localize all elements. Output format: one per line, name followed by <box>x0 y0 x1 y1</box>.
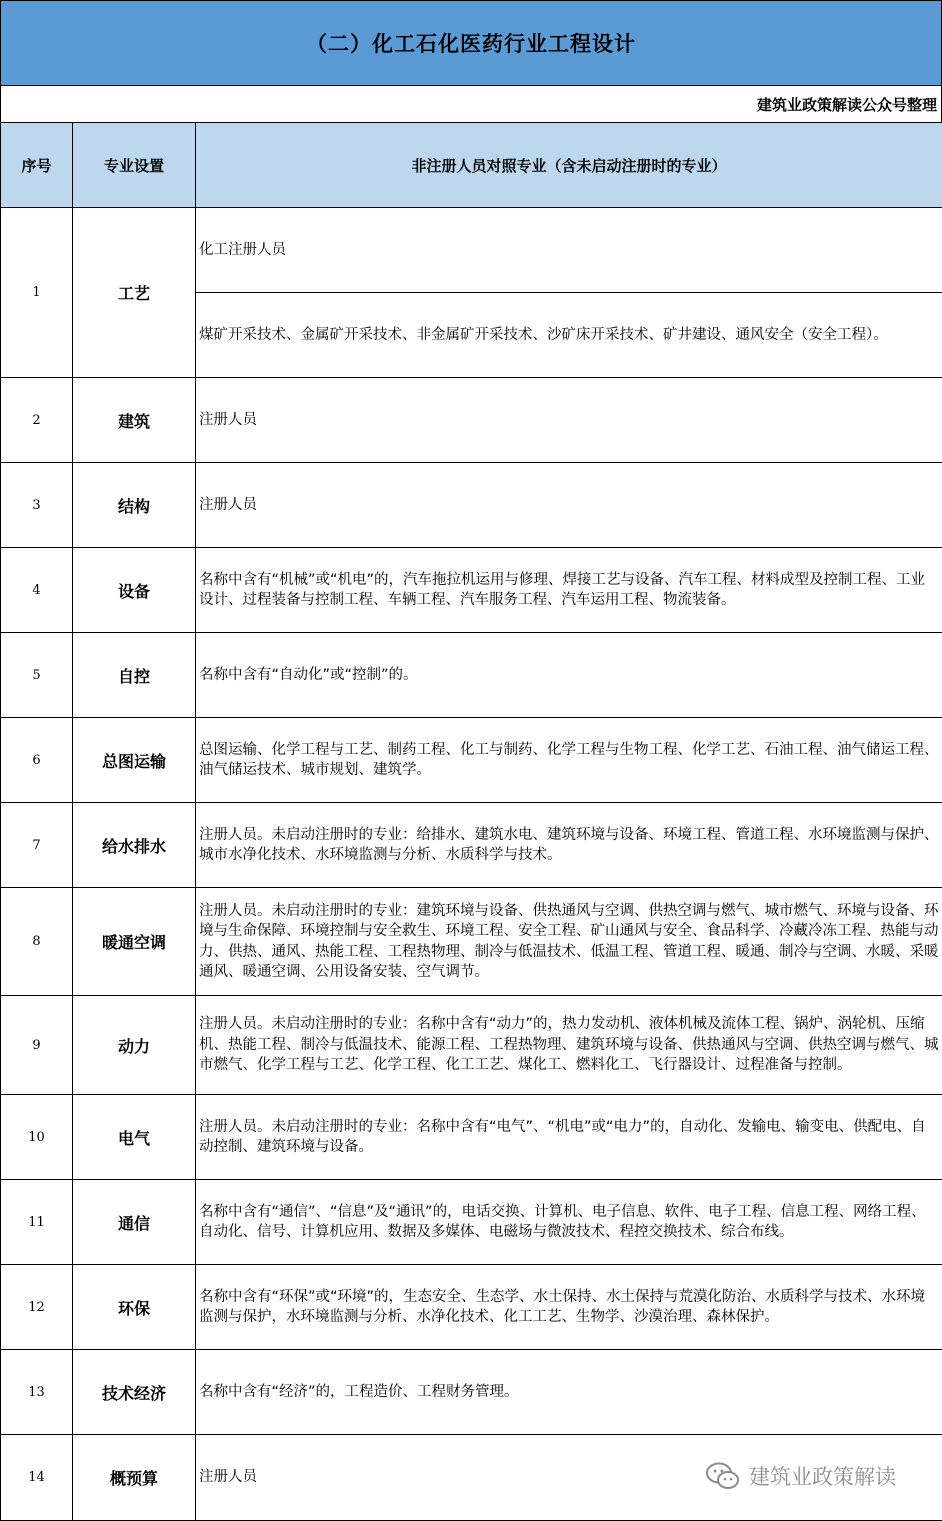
table-row <box>1 996 942 1095</box>
row-major: 通信 <box>73 1180 196 1265</box>
row-major: 技术经济 <box>73 1350 196 1435</box>
major-table <box>0 122 942 1521</box>
row-seq: 12 <box>1 1265 73 1350</box>
row-desc: 注册人员。未启动注册时的专业：名称中含有“动力”的，热力发动机、液体机械及流体工程、锅炉、涡轮机、压缩机、热能工程、制冷与低温技术、能源工程、工程热物理、建筑环境与设备、供热通风与空调、供热空调与燃气、城市燃气、化学工程与工艺、化学工程、化工工艺、煤化工、燃料化工、飞行器设计、过程准备与控制。 <box>196 996 942 1095</box>
row-major: 自控 <box>73 633 196 718</box>
row-seq: 10 <box>1 1095 73 1180</box>
table-row <box>1 378 942 463</box>
row-seq: 7 <box>1 803 73 888</box>
row-desc: 名称中含有“经济”的，工程造价、工程财务管理。 <box>196 1350 942 1435</box>
row-major: 结构 <box>73 463 196 548</box>
row-major: 动力 <box>73 996 196 1095</box>
row-desc: 煤矿开采技术、金属矿开采技术、非金属矿开采技术、沙矿床开采技术、矿井建设、通风安全（安全工程）。 <box>196 293 942 378</box>
table-row <box>1 1265 942 1350</box>
row-desc: 名称中含有“机械”或“机电”的，汽车拖拉机运用与修理、焊接工艺与设备、汽车工程、材料成型及控制工程、工业设计、过程装备与控制工程、车辆工程、汽车服务工程、汽车运用工程、物流装备。 <box>196 548 942 633</box>
header-major: 专业设置 <box>73 123 196 208</box>
row-seq: 13 <box>1 1350 73 1435</box>
row-seq: 2 <box>1 378 73 463</box>
table-row <box>1 1350 942 1435</box>
row-major: 电气 <box>73 1095 196 1180</box>
header-seq: 序号 <box>1 123 73 208</box>
table-row <box>1 548 942 633</box>
row-desc: 注册人员 <box>196 378 942 463</box>
row-desc: 注册人员 <box>196 463 942 548</box>
table-row <box>1 633 942 718</box>
row-major: 总图运输 <box>73 718 196 803</box>
table-row <box>1 1095 942 1180</box>
row-desc: 注册人员 <box>196 1435 942 1521</box>
watermark-text: 建筑业政策解读 <box>749 1461 896 1491</box>
row-major: 设备 <box>73 548 196 633</box>
row-seq: 14 <box>1 1435 73 1521</box>
row-desc: 名称中含有“自动化”或“控制”的。 <box>196 633 942 718</box>
row-desc: 总图运输、化学工程与工艺、制药工程、化工与制药、化学工程与生物工程、化学工艺、石油工程、油气储运工程、油气储运技术、城市规划、建筑学。 <box>196 718 942 803</box>
row-seq: 5 <box>1 633 73 718</box>
row-seq: 3 <box>1 463 73 548</box>
row-seq: 8 <box>1 888 73 996</box>
row-seq: 4 <box>1 548 73 633</box>
row-major: 给水排水 <box>73 803 196 888</box>
row-desc: 化工注册人员 <box>196 208 942 293</box>
source-note: 建筑业政策解读公众号整理 <box>0 86 942 122</box>
table-row <box>1 888 942 996</box>
table-row <box>1 718 942 803</box>
row-desc: 名称中含有“通信”、“信息”及“通讯”的，电话交换、计算机、电子信息、软件、电子工程、信息工程、网络工程、自动化、信号、计算机应用、数据及多媒体、电磁场与微波技术、程控交换技术、综合布线。 <box>196 1180 942 1265</box>
row-desc: 注册人员。未启动注册时的专业：给排水、建筑水电、建筑环境与设备、环境工程、管道工程、水环境监测与保护、城市水净化技术、水环境监测与分析、水质科学与技术。 <box>196 803 942 888</box>
table-row <box>1 463 942 548</box>
row-major: 工艺 <box>73 208 196 378</box>
row-major: 环保 <box>73 1265 196 1350</box>
page-title: （二）化工石化医药行业工程设计 <box>0 0 942 86</box>
row-major: 概预算 <box>73 1435 196 1521</box>
header-desc: 非注册人员对照专业（含未启动注册时的专业） <box>196 123 942 208</box>
row-seq: 11 <box>1 1180 73 1265</box>
table-row <box>1 803 942 888</box>
header-row <box>1 123 942 208</box>
row-desc: 名称中含有“环保”或“环境”的，生态安全、生态学、水土保持、水土保持与荒漠化防治、水质科学与技术、水环境监测与保护，水环境监测与分析、水净化技术、化工工艺、生物学、沙漠治理、森林保护。 <box>196 1265 942 1350</box>
row-seq: 1 <box>1 208 73 378</box>
table-row <box>1 1180 942 1265</box>
row-desc: 注册人员。未启动注册时的专业：建筑环境与设备、供热通风与空调、供热空调与燃气、城市燃气、环境与设备、环境与生命保障、环境控制与安全救生、环境工程、安全工程、矿山通风与安全、食品科学、冷藏冷冻工程、热能与动力、供热、通风、热能工程、工程热物理、制冷与低温技术、低温工程、管道工程、暖通、制冷与空调、水暖、采暖通风、暖通空调、公用设备安装、空气调节。 <box>196 888 942 996</box>
row-major: 暖通空调 <box>73 888 196 996</box>
watermark <box>705 1458 896 1494</box>
wechat-icon <box>705 1461 741 1491</box>
row-seq: 9 <box>1 996 73 1095</box>
row-seq: 6 <box>1 718 73 803</box>
row-desc: 注册人员。未启动注册时的专业：名称中含有“电气”、“机电”或“电力”的，自动化、发输电、输变电、供配电、自动控制、建筑环境与设备。 <box>196 1095 942 1180</box>
row-major: 建筑 <box>73 378 196 463</box>
table-row <box>1 208 942 293</box>
